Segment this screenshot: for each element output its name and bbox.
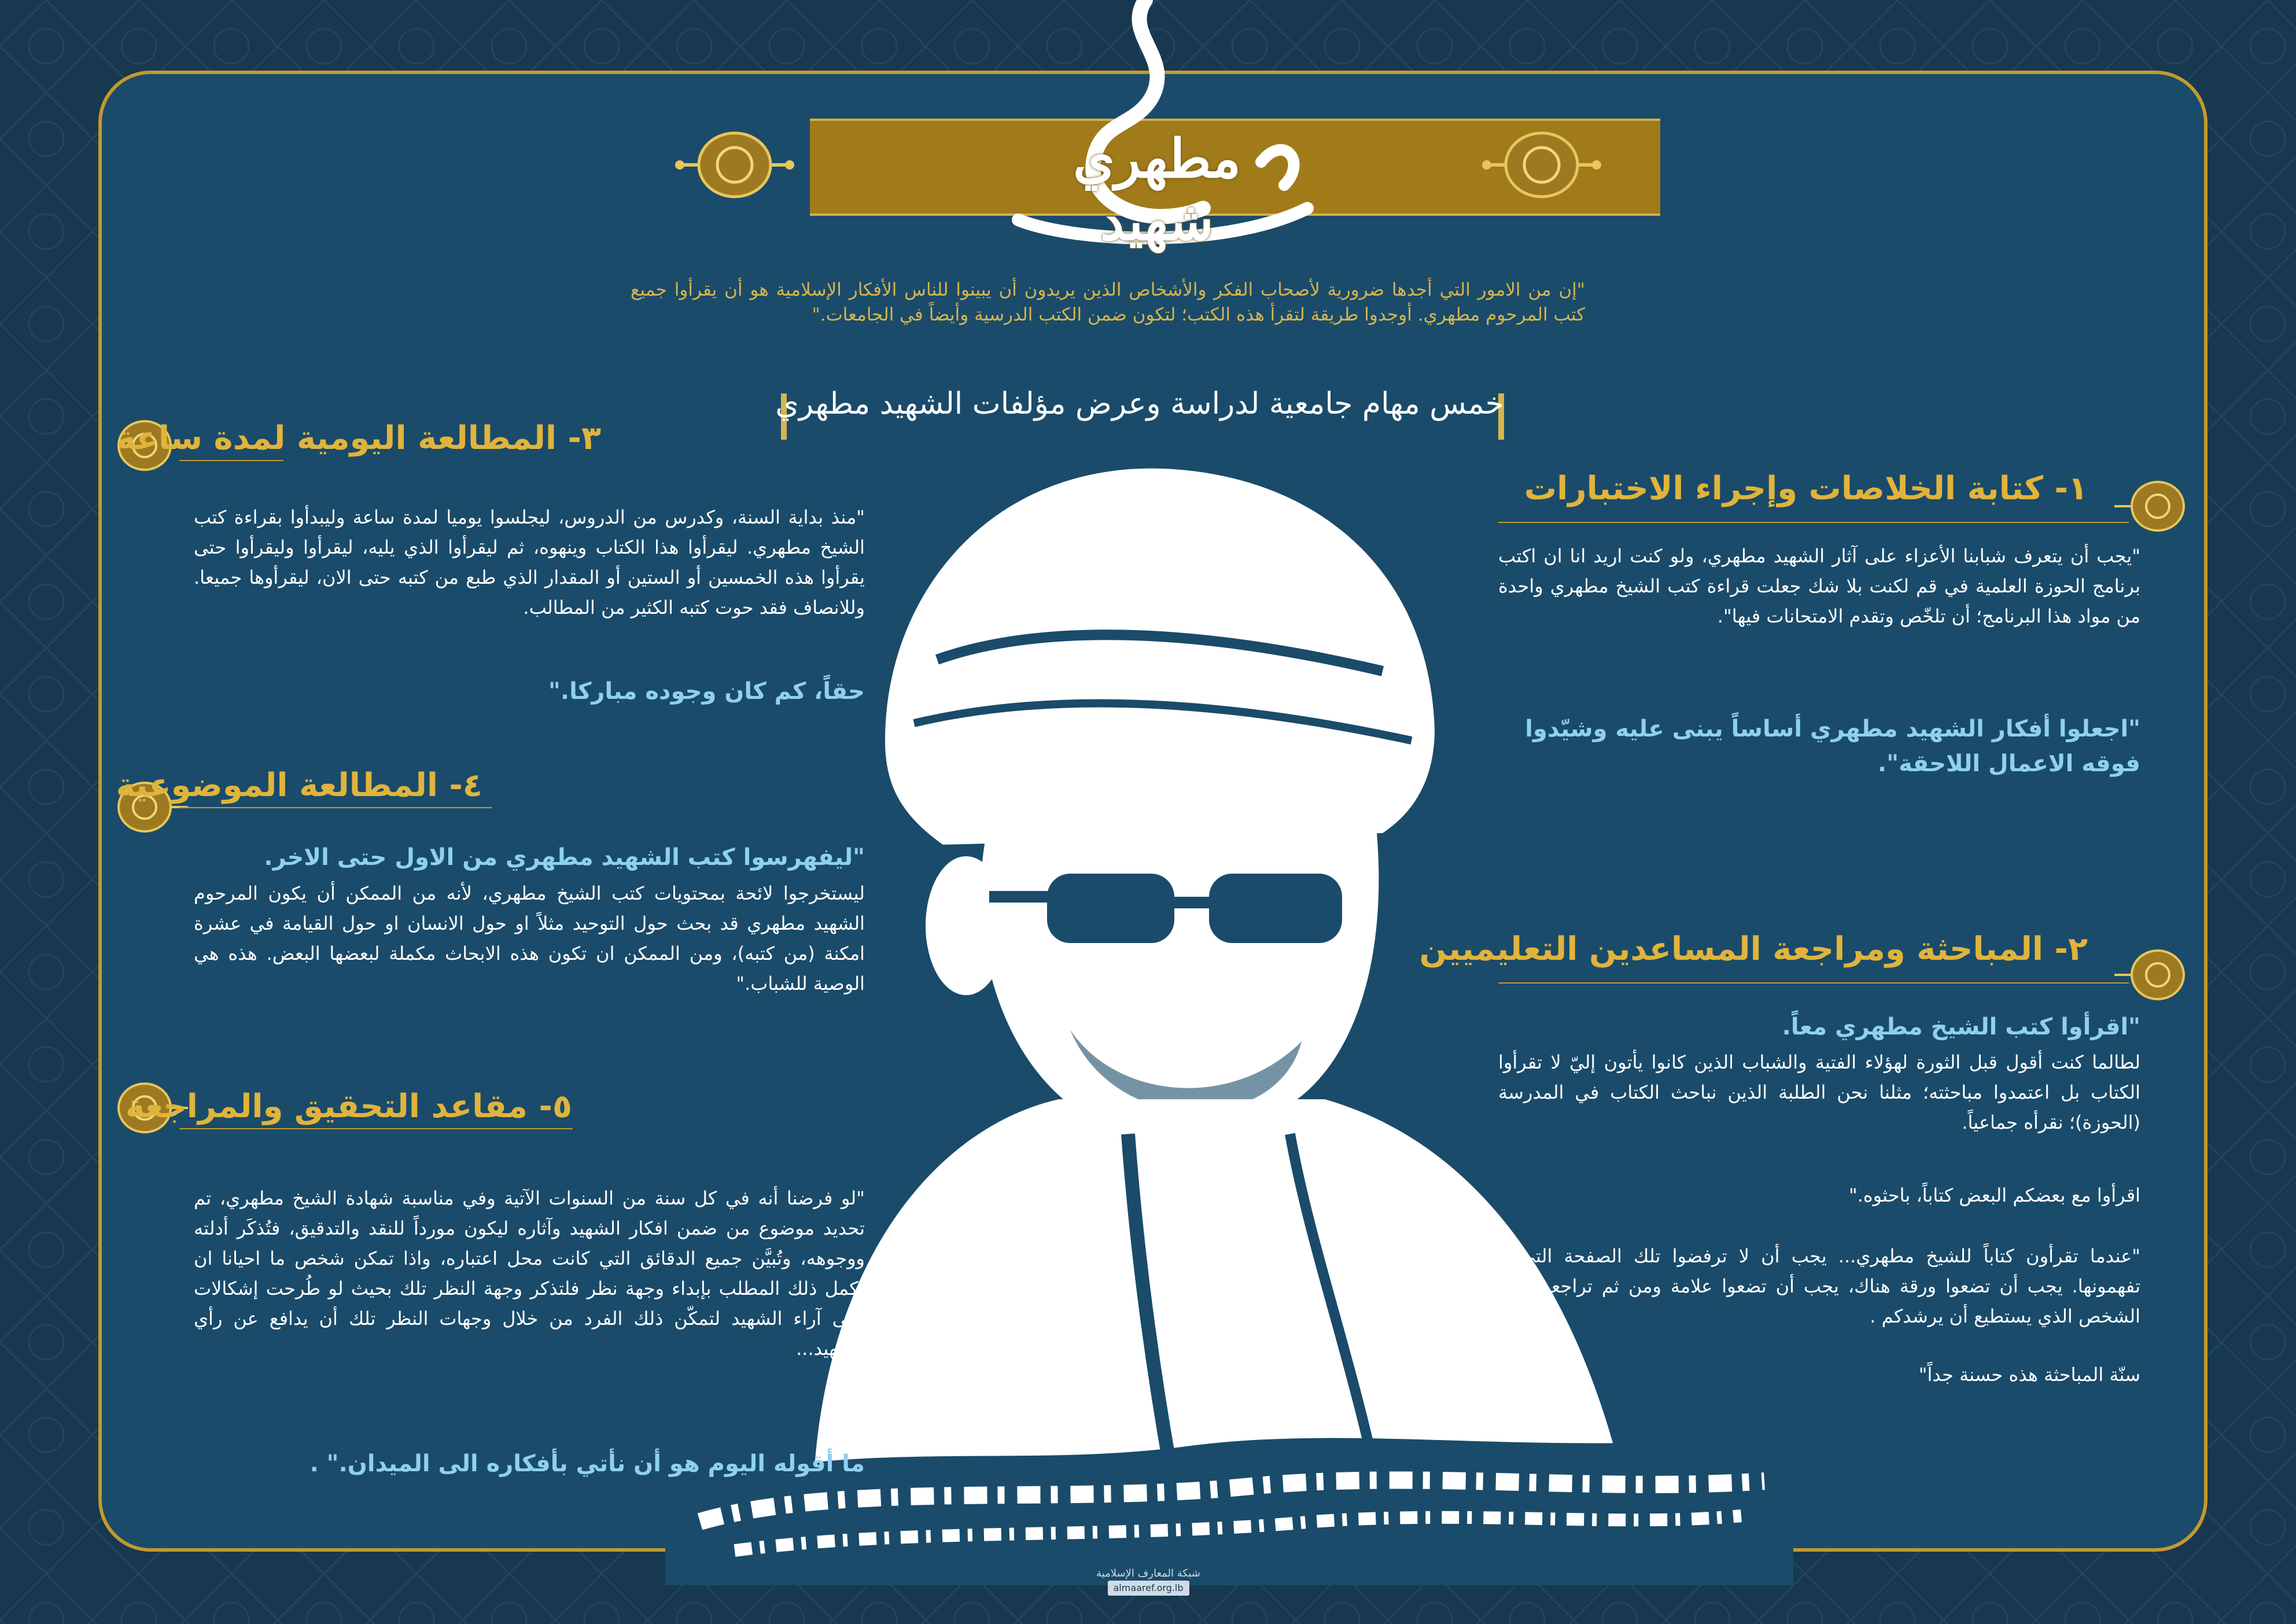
footer-logo [1088, 1567, 1209, 1596]
section-1-title: ١- كتابة الخلاصات وإجراء الاختبارات [1524, 470, 2088, 507]
section-3-body: "منذ بداية السنة، وكدرس من الدروس، ليجلسوا يوميا لمدة ساعة وليبدأوا بقراءة كتب الشيخ مطهري. ليقرأوا هذا الكتاب وينهوه، ثم ليقرأوا الذي يليه، ليقرأوا وليقرأوا حتى يقرأوا هذه الخمسين أو الستين أو المقدار الذي طبع من كتبه حتى الان، ليقرأوها جميعا. وللانصاف فقد حوت كتبه الكثير من المطالب. [194, 506, 865, 618]
section-2-body-4: سنّة المباحثة هذه حسنة جداً" [1918, 1364, 2140, 1386]
section-5-title: ٥- مقاعد التحقيق والمراجعة [125, 1088, 572, 1125]
section-2-ornament-icon [2114, 943, 2201, 1007]
section-1-title-underline [1498, 522, 2129, 523]
section-2-body: لطالما كنت أقول قبل الثورة لهؤلاء الفتية والشباب الذين كانوا يأتون إليّ لا تقرأوا الكتاب بل اعتمدوا مباحثته؛ مثلنا نحن الطلبة الذين نباحث الكتاب في المدرسة (الحوزة)؛ نقرأه جماعياً. [1498, 1051, 2140, 1133]
section-1-accent: "اجعلوا أفكار الشهيد مطهري أساساً يبنى عليه وشيّدوا فوقه الاعمال اللاحقة". [1525, 716, 2140, 777]
section-4-accent: "ليفهرسوا كتب الشهيد مطهري من الاول حتى الاخر. [264, 844, 865, 871]
section-5-accent: ما أقوله اليوم هو أن نأتي بأفكاره الى الميدان." . [309, 1450, 865, 1477]
section-2-title: ٢- المباحثة ومراجعة المساعدين التعليميين [1419, 930, 2088, 968]
section-2-body-2: اقرأوا مع بعضكم البعض كتاباً، باحثوه." [1848, 1184, 2140, 1206]
footer-org-name: شبكة المعارف الإسلامية [1096, 1567, 1200, 1579]
section-5-title-underline [179, 1128, 573, 1129]
section-1-body: "يجب أن يتعرف شبابنا الأعزاء على آثار الشهيد مطهري، ولو كنت اريد انا ان اكتب برنامج الحوزة العلمية في قم لكنت بلا شك جعلت قراءة كتب الشيخ مطهري واحدة من مواد هذا البرنامج؛ أن تلخّص وتقدم الامتحانات فيها". [1498, 545, 2140, 627]
section-5-body: "لو فرضنا أنه في كل سنة من السنوات الآتية وفي مناسبة شهادة الشيخ مطهري، تم تحديد موضوع من ضمن افكار الشهيد وآثاره ليكون مورداً للنقد والتدقيق، فتُذكَر أدلته ووجوهه، وتُبيَّن جميع الدقائق التي كانت محل اعتباره، واذا تمكن شخص ما احيانا ان يكمل ذلك المطلب بإبداء وجهة نظر فلتذكر وجهة النظر تلك بحيث لو طُرحت إشكالات على آراء الشهيد لتمكّن ذلك الفرد من خلال وجهات النظر تلك أن يدافع عن رأي الشهيد... [194, 1187, 865, 1360]
page-subtitle: خمس مهام جامعية لدراسة وعرض مؤلفات الشهيد مطهري [775, 386, 1504, 421]
section-4-body: ليستخرجوا لائحة بمحتويات كتب الشيخ مطهري، لأنه من الممكن أن يكون المرحوم الشهيد مطهري قد بحث حول التوحيد مثلاً او حول الانسان او حول القيامة في عشرة امكنة (من كتبه)، ومن الممكن ان تكون هذه الابحاث مكملة لبعضها البعض. هذه هي الوصية للشباب." [194, 882, 865, 995]
section-2-title-underline [1498, 982, 2129, 984]
ornament-right-icon [1481, 124, 1602, 205]
section-2-body-3: "عندما تقرأون كتاباً للشيخ مطهري... يجب أن لا ترفضوا تلك الصفحة التي لا تفهمونها. يجب أن تضعوا ورقة هناك، يجب أن تضعوا علامة ومن ثم تراجعوا ذلك الشخص الذي يستطيع أن يرشدكم . [1498, 1245, 2140, 1327]
section-2-accent: "اقرأوا كتب الشيخ مطهري معاً. [1782, 1014, 2140, 1040]
section-4-title: ٤- المطالعة الموضوعية [116, 767, 482, 804]
section-1-ornament-icon [2114, 474, 2201, 538]
section-3-title: ٣- المطالعة اليومية لمدة ساعة [116, 419, 601, 457]
calligraphy-title: مطهري شهيد [1073, 127, 1241, 252]
section-3-title-underline [179, 460, 283, 461]
ornament-left-icon [674, 124, 795, 205]
section-4-title-underline [179, 807, 492, 808]
intro-quote: "إن من الامور التي أجدها ضرورية لأصحاب الفكر والأشخاص الذين يريدون أن يبينوا للناس الأفكار الإسلامية هو أن يقرأوا جميع كتب المرحوم مطهري. أوجدوا طريقة لتقرأ هذه الكتب؛ لتكون ضمن الكتب الدرسية وأيضاً في الجامعات." [631, 279, 1585, 325]
footer-url[interactable]: almaaref.org.lb [1108, 1581, 1189, 1596]
section-3-accent: حقاً، كم كان وجوده مباركا." [548, 678, 865, 705]
